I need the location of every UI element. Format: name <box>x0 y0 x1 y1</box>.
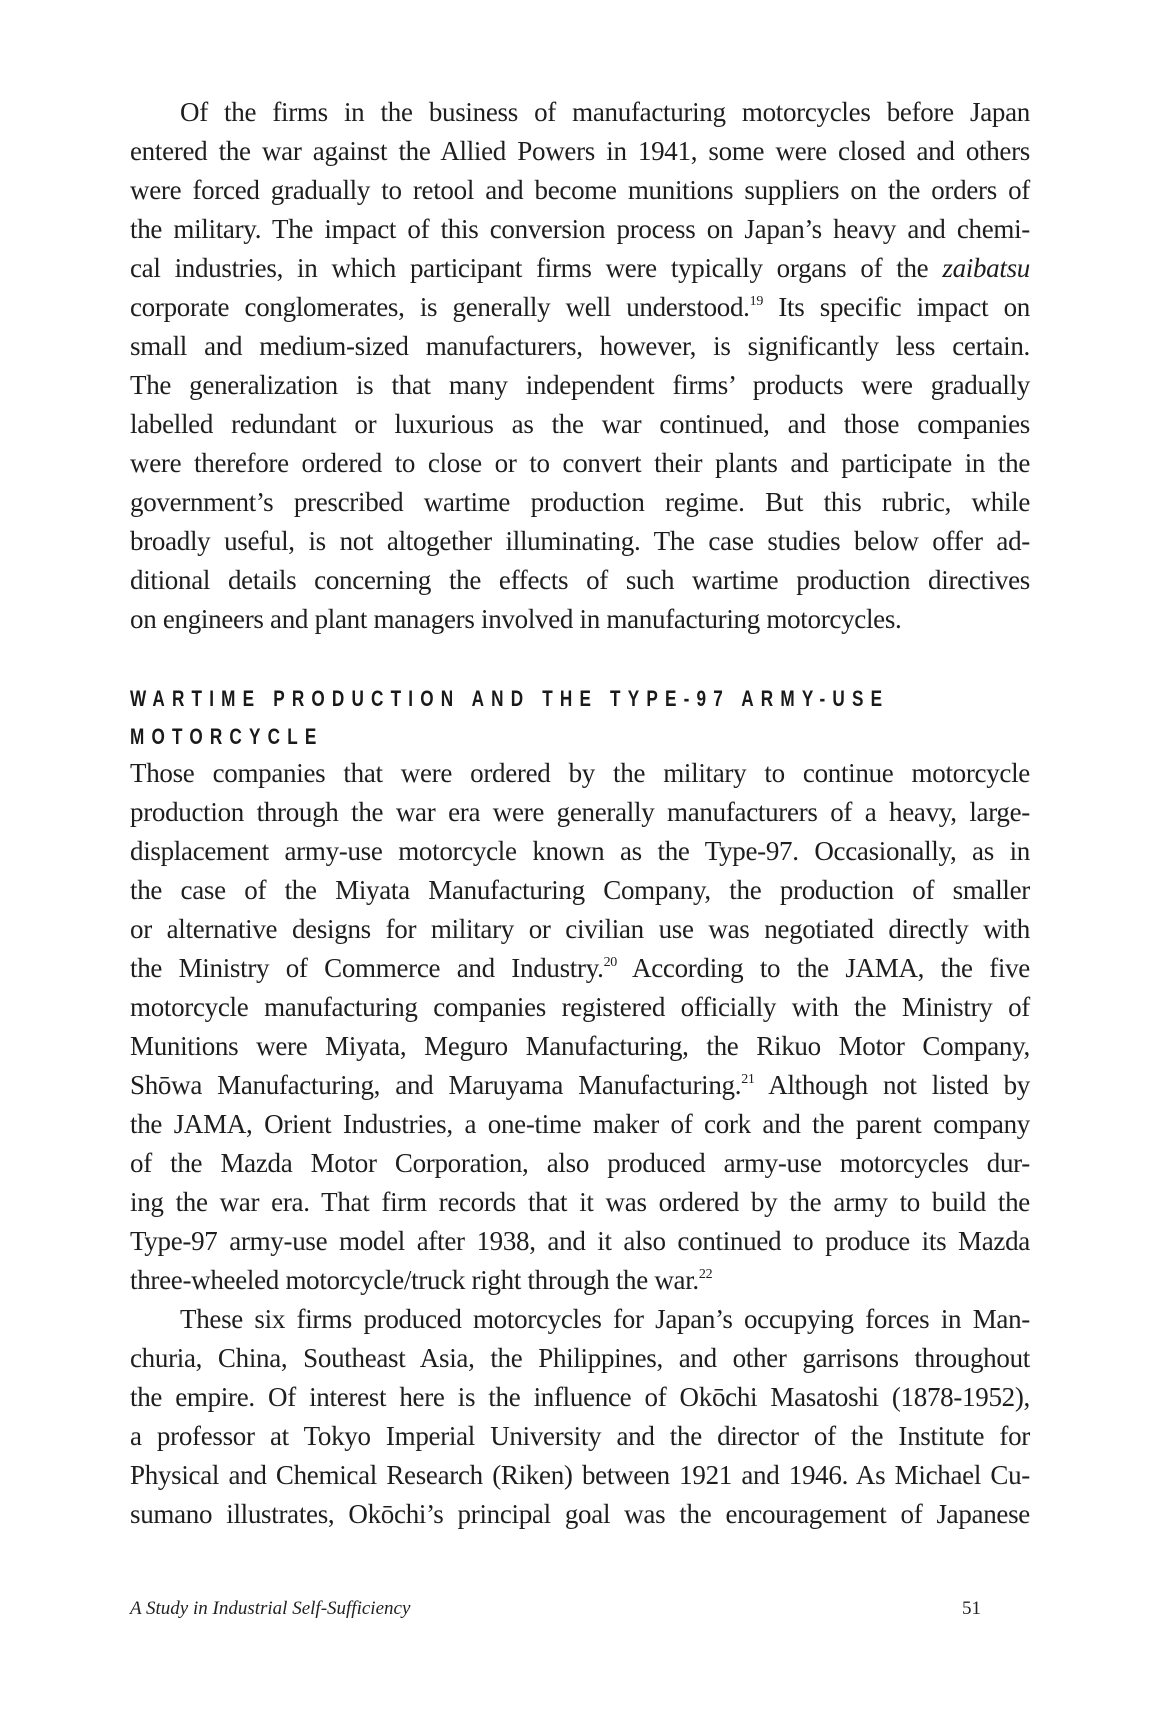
text-line: Those companies that were ordered by the military to continue motorcycle <box>130 758 1030 788</box>
text-line: were forced gradually to retool and become munitions suppliers on the orders of <box>130 175 1030 205</box>
heading-line: WARTIME PRODUCTION AND THE TYPE-97 ARMY-USE <box>130 686 890 711</box>
footnote-marker[interactable]: 21 <box>741 1072 755 1087</box>
text-line: broadly useful, is not altogether illuminating. The case studies below offer ad- <box>130 526 1030 556</box>
text-line: ing the war era. That firm records that it was ordered by the army to build the <box>130 1187 1030 1217</box>
text-line: the empire. Of interest here is the influence of Okōchi Masatoshi (1878-1952), <box>130 1382 1030 1412</box>
text-line <box>130 949 1030 988</box>
footnote-marker[interactable]: 19 <box>749 294 764 309</box>
running-footer-title: A Study in Industrial Self-Sufficiency <box>130 1598 411 1619</box>
text-line: displacement army-use motorcycle known as the Type-97. Occasionally, as in <box>130 836 1030 866</box>
text-line: government’s prescribed wartime production regime. But this rubric, while <box>130 487 1030 517</box>
text-line: or alternative designs for military or civilian use was negotiated directly with <box>130 914 1030 944</box>
text-line: production through the war era were generally manufacturers of a heavy, large- <box>130 797 1030 827</box>
text-line: These six firms produced motorcycles for Japan’s occupying forces in Man- <box>180 1304 1030 1334</box>
text-run: cal industries, in which participant firms were typically organs of the <box>130 253 943 283</box>
text-line: on engineers and plant managers involved in manufacturing motorcycles. <box>130 604 902 634</box>
text-line: Physical and Chemical Research (Riken) between 1921 and 1946. As Michael Cu- <box>130 1460 1030 1490</box>
text-line: motorcycle manufacturing companies registered officially with the Ministry of <box>130 992 1030 1022</box>
text-line: labelled redundant or luxurious as the war continued, and those companies <box>130 409 1030 439</box>
text-line: churia, China, Southeast Asia, the Philippines, and other garrisons throughout <box>130 1343 1030 1373</box>
text-line: Of the firms in the business of manufacturing motorcycles before Japan <box>180 97 1030 127</box>
text-line: the case of the Miyata Manufacturing Company, the production of smaller <box>130 875 1030 905</box>
text-line: sumano illustrates, Okōchi’s principal goal was the encouragement of Japanese <box>130 1499 1030 1529</box>
text-line: ditional details concerning the effects of such wartime production directives <box>130 565 1030 595</box>
text-run: Shōwa Manufacturing, and Maruyama Manufacturing. <box>130 1070 742 1100</box>
text-line: Type-97 army-use model after 1938, and it also continued to produce its Mazda <box>130 1226 1030 1256</box>
text-line: the military. The impact of this conversion process on Japan’s heavy and chemi- <box>130 214 1030 244</box>
text-line <box>130 1066 1030 1105</box>
text-run: three-wheeled motorcycle/truck right through the war. <box>130 1265 699 1295</box>
text-line: small and medium-sized manufacturers, however, is significantly less certain. <box>130 331 1030 361</box>
text-line: a professor at Tokyo Imperial University and the director of the Institute for <box>130 1421 1030 1451</box>
text-run: corporate conglomerates, is generally well understood. <box>130 292 750 322</box>
text-line: Munitions were Miyata, Meguro Manufacturing, the Rikuo Motor Company, <box>130 1031 1030 1061</box>
text-run: the Ministry of Commerce and Industry. <box>130 953 604 983</box>
text-line: of the Mazda Motor Corporation, also produced army-use motorcycles dur- <box>130 1148 1030 1178</box>
text-run: Although not listed by <box>754 1070 1030 1100</box>
text-line <box>130 249 1030 288</box>
text-line: the JAMA, Orient Industries, a one-time maker of cork and the parent company <box>130 1109 1030 1139</box>
heading-line: MOTORCYCLE <box>130 724 324 749</box>
footnote-marker[interactable]: 22 <box>698 1267 713 1282</box>
italic-term: zaibatsu <box>942 253 1030 283</box>
page-number: 51 <box>962 1598 981 1619</box>
text-line: were therefore ordered to close or to convert their plants and participate in the <box>130 448 1030 478</box>
text-line: entered the war against the Allied Powers in 1941, some were closed and others <box>130 136 1030 166</box>
text-line <box>130 288 1030 327</box>
text-line: The generalization is that many independent firms’ products were gradually <box>130 370 1030 400</box>
text-run: According to the JAMA, the five <box>617 953 1030 983</box>
text-run: Its specific impact on <box>763 292 1030 322</box>
text-line <box>130 1261 1030 1300</box>
footnote-marker[interactable]: 20 <box>603 955 618 970</box>
